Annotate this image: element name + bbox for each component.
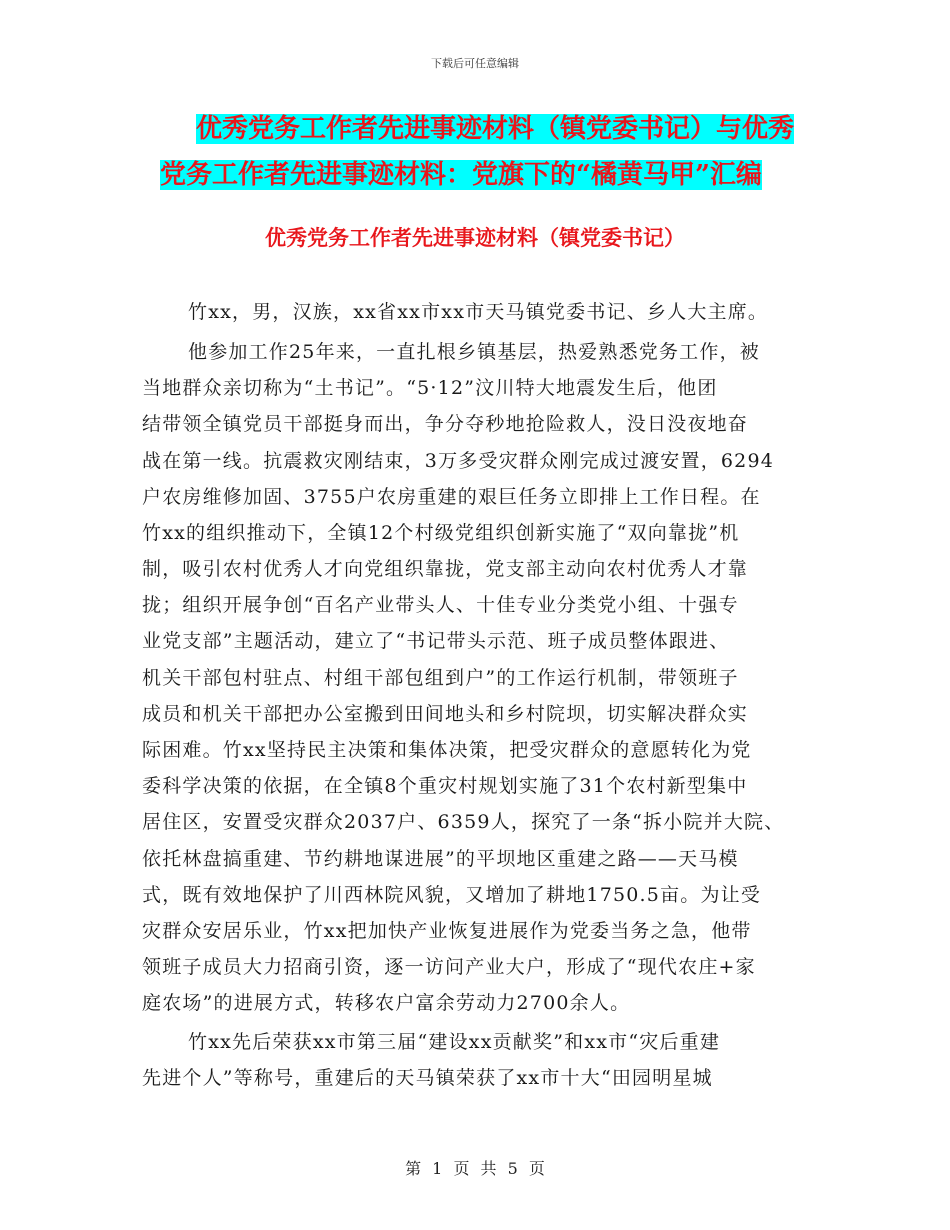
body-line: 灾群众安居乐业，竹xx把加快产业恢复进展作为党委当务之急，他带 (142, 920, 752, 942)
body-line: 庭农场”的进展方式，转移农户富余劳动力2700余人。 (142, 992, 631, 1014)
body-line: 成员和机关干部把办公室搬到田间地头和乡村院坝，切实解决群众实 (142, 703, 749, 725)
body-line: 当地群众亲切称为“土书记”。“5·12”汶川特大地震发生后，他团 (142, 377, 718, 399)
header-note: 下载后可任意编辑 (431, 57, 519, 70)
body-line: 际困难。竹xx坚持民主决策和集体决策，把受灾群众的意愿转化为党 (142, 739, 752, 761)
body-line: 依托林盘搞重建、节约耕地谋进展”的平坝地区重建之路——天马模 (142, 848, 739, 870)
title-highlight-2: 党务工作者先进事迹材料：党旗下的“橘黄马甲”汇编 (160, 160, 762, 190)
section-subtitle: 优秀党务工作者先进事迹材料（镇党委书记） (265, 225, 685, 250)
body-line: 委科学决策的依据，在全镇8个重灾村规划实施了31个农村新型集中 (142, 775, 748, 797)
document-title-line-1 (0, 112, 950, 146)
page-footer: 第 1 页 共 5 页 (405, 1159, 545, 1178)
body-line: 结带领全镇党员干部挺身而出，争分夺秒地抢险救人，没日没夜地奋 (142, 413, 749, 435)
body-line: 竹xx的组织推动下，全镇12个村级党组织创新实施了“双向靠拢”机 (142, 522, 740, 544)
title-highlight-1: 优秀党务工作者先进事迹材料（镇党委书记）与优秀 (196, 114, 795, 144)
body-line: 机关干部包村驻点、村组干部包组到户”的工作运行机制，带领班子 (142, 667, 739, 689)
body-line: 制，吸引农村优秀人才向党组织靠拢，党支部主动向农村优秀人才靠 (142, 558, 749, 580)
document-title-line-2 (0, 158, 950, 192)
body-line: 户农房维修加固、3755户农房重建的艰巨任务立即排上工作日程。在 (142, 486, 761, 508)
body-line: 竹xx，男，汉族，xx省xx市xx市天马镇党委书记、乡人大主席。 (188, 301, 769, 323)
body-line: 战在第一线。抗震救灾刚结束，3万多受灾群众刚完成过渡安置，6294 (142, 450, 775, 472)
body-line: 竹xx先后荣获xx市第三届“建设xx贡献奖”和xx市“灾后重建 (188, 1031, 721, 1053)
body-line: 领班子成员大力招商引资，逐一访问产业大户，形成了“现代农庄+家 (142, 956, 756, 978)
body-line: 式，既有效地保护了川西林院风貌，又增加了耕地1750.5亩。为让受 (142, 884, 762, 906)
body-line: 业党支部”主题活动，建立了“书记带头示范、班子成员整体跟进、 (142, 630, 730, 652)
body-line: 他参加工作25年来，一直扎根乡镇基层，热爱熟悉党务工作，被 (188, 341, 760, 363)
body-line: 先进个人”等称号，重建后的天马镇荣获了xx市十大“田园明星城 (142, 1067, 713, 1089)
body-line: 居住区，安置受灾群众2037户、6359人，探究了一条“拆小院并大院、 (142, 811, 785, 833)
body-line: 拢；组织开展争创“百名产业带头人、十佳专业分类党小组、十强专 (142, 594, 739, 616)
